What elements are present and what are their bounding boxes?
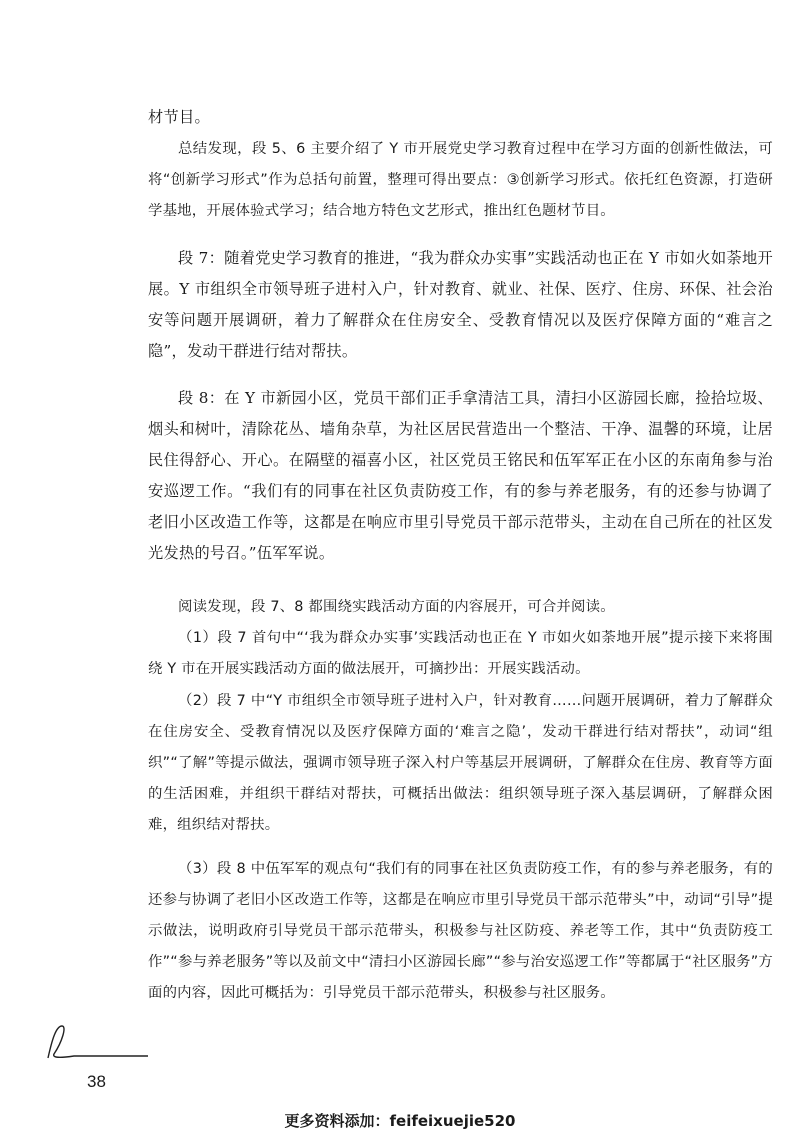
handwritten-mark-icon [40, 1020, 160, 1064]
paragraph-point-2: （2）段 7 中“Y 市组织全市领导班子进村入户，针对教育……问题开展调研，着力了解群众在住房安全、受教育情况以及医疗保障方面的‘难言之隐’，发动干群进行结对帮扶”，动词“组织”“了解”等提示做法，强调市领导班子深入村户等基层开展调研，了解群众在住房、教育等方面的生活困难，并组织干群结对帮扶，可概括出做法：组织领导班子深入基层调研，了解群众困难，组织结对帮扶。 [148, 693, 773, 833]
page-number: 38 [87, 1072, 106, 1091]
paragraph-point-3: （3）段 8 中伍军军的观点句“我们有的同事在社区负责防疫工作，有的参与养老服务，有的还参与协调了老旧小区改造工作等，这都是在响应市里引导党员干部示范带头”中，动词“引导”提示做法，说明政府引导党员干部示范带头，积极参与社区防疫、养老等工作，其中“负责防疫工作”“参与养老服务”等以及前文中“清扫小区游园长廊”“参与治安巡逻工作”等都属于“社区服务”方面的内容，因此可概括为：引导党员干部示范带头，积极参与社区服务。 [148, 861, 773, 1001]
paragraph-point-1: （1）段 7 首句中“‘我为群众办实事’实践活动也正在 Y 市如火如荼地开展”提示接下来将围绕 Y 市在开展实践活动方面的做法展开，可摘抄出：开展实践活动。 [148, 630, 773, 677]
footer-note: 更多资料添加：feifeixuejie520 [284, 1112, 516, 1130]
paragraph-summary-5-6: 总结发现，段 5、6 主要介绍了 Y 市开展党史学习教育过程中在学习方面的创新性做法，可将“创新学习形式”作为总括句前置，整理可得出要点：③创新学习形式。依托红色资源，打造研学基地，开展体验式学习；结合地方特色文艺形式，推出红色题材节目。 [148, 141, 773, 219]
paragraph-section-8: 段 8：在 Y 市新园小区，党员干部们正手拿清洁工具，清扫小区游园长廊，捡拾垃圾、烟头和树叶，清除花丛、墙角杂草，为社区居民营造出一个整洁、干净、温馨的环境，让居民住得舒心、开心。在隔壁的福喜小区，社区党员王铭民和伍军军正在小区的东南角参与治安巡逻工作。“我们有的同事在社区负责防疫工作，有的参与养老服务，有的还参与协调了老旧小区改造工作等，这都是在响应市里引导党员干部示范带头，主动在自己所在的社区发光发热的号召。”伍军军说。 [148, 389, 773, 562]
paragraph-reading-note: 阅读发现，段 7、8 都围绕实践活动方面的内容展开，可合并阅读。 [178, 599, 615, 615]
paragraph-section-7: 段 7：随着党史学习教育的推进，“我为群众办实事”实践活动也正在 Y 市如火如荼地开展。Y 市组织全市领导班子进村入户，针对教育、就业、社保、医疗、住房、环保、社会治安等问题开展调研，着力了解群众在住房安全、受教育情况以及医疗保障方面的“难言之隐”，发动干群进行结对帮扶。 [148, 249, 773, 360]
paragraph-continuation: 材节目。 [148, 108, 210, 126]
